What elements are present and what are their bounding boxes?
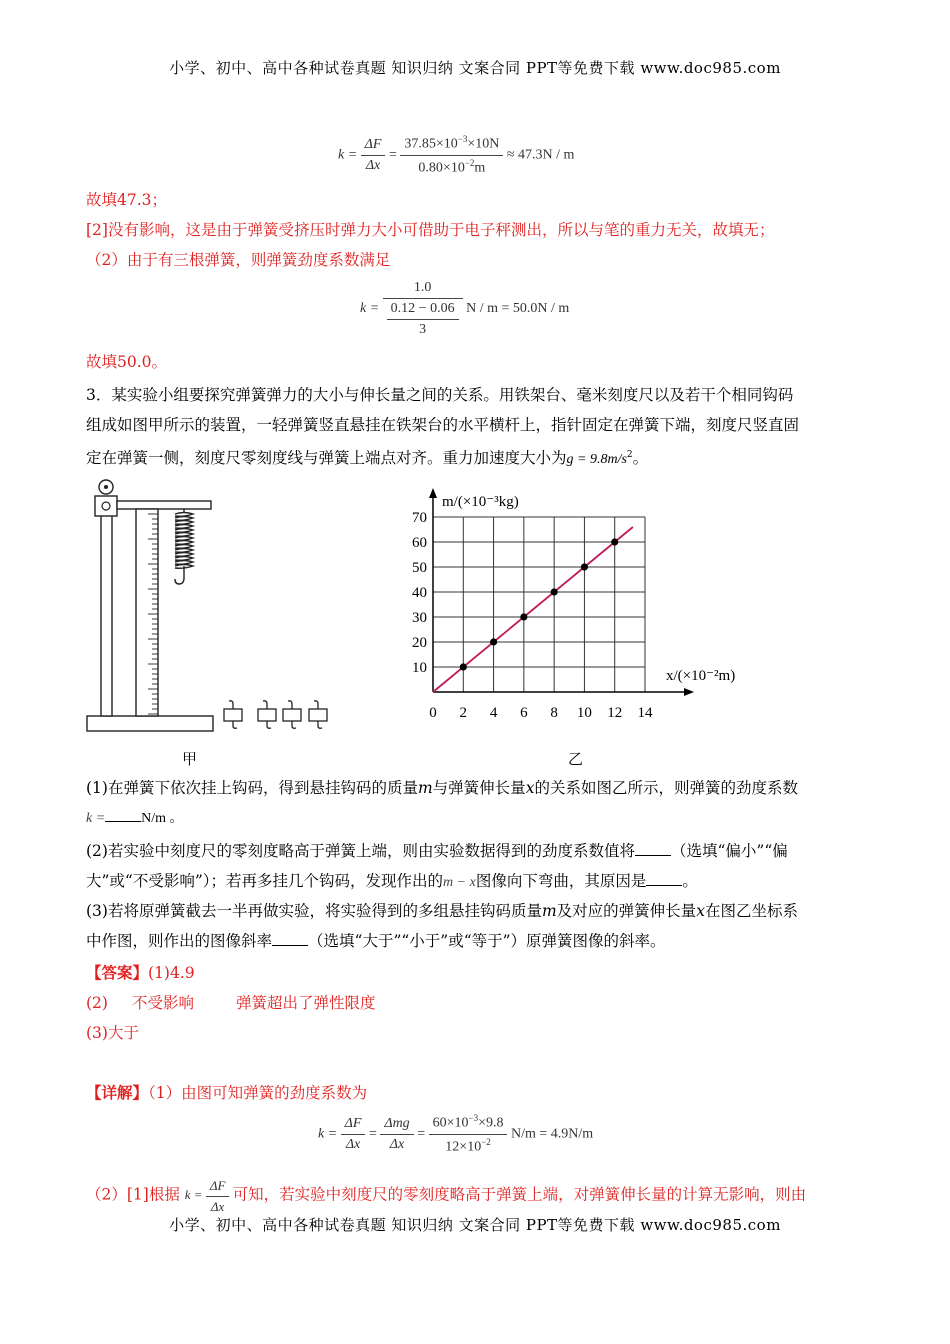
m-x-chart bbox=[400, 484, 760, 732]
x-tick-label: 14 bbox=[637, 705, 653, 721]
figure-label-jia: 甲 bbox=[182, 750, 198, 768]
data-point bbox=[611, 538, 618, 545]
blank-k[interactable] bbox=[105, 807, 141, 822]
y-tick-label: 40 bbox=[412, 585, 427, 601]
data-point bbox=[460, 663, 467, 670]
x-tick-label: 0 bbox=[429, 705, 437, 721]
x-axis-label: x/(×10⁻²m) bbox=[666, 668, 736, 684]
q3-sub3-line1: (3)若将原弹簧截去一半再做实验，将实验得到的多组悬挂钩码质量m及对应的弹簧伸长量x在图乙坐标系 bbox=[86, 902, 798, 920]
x-axis-arrow bbox=[684, 688, 694, 696]
blank-effect[interactable] bbox=[635, 841, 671, 856]
x-tick-label: 2 bbox=[459, 705, 468, 721]
y-tick-label: 20 bbox=[412, 635, 427, 651]
q3-sub3-line2: 中作图，则作出的图像斜率 （选填“大于”“小于”或“等于”）原弹簧图像的斜率。 bbox=[86, 932, 666, 950]
figure-label-yi: 乙 bbox=[568, 750, 584, 768]
q3-sub2-line1: (2)若实验中刻度尺的零刻度略高于弹簧上端，则由实验数据得到的劲度系数值将 （选填“偏小”“偏 bbox=[86, 842, 788, 860]
x-tick-label: 10 bbox=[576, 705, 592, 721]
y-tick-label: 60 bbox=[412, 535, 427, 551]
formula-k-47: k = $\frac{\Delta F}{\Delta x}$ = $\frac{37.85\times 10^{-3}\times 10N}{0.80\times 10^{-2}m}$ ≈ 47.3N / m bbox=[338, 134, 575, 176]
spring bbox=[175, 509, 193, 568]
formula-k-50: k = $\frac{1.0}{\frac{0.12 - 0.06}{3}}$ N / m = 50.0N / m bbox=[360, 280, 570, 337]
q3-sub2-line2: 大”或“不受影响”）；若再多挂几个钩码，发现作出的m − x图像向下弯曲，其原因是 。 bbox=[86, 872, 698, 890]
y-tick-label: 10 bbox=[412, 660, 427, 676]
question-2-text: （2）由于有三根弹簧，则弹簧劲度系数满足 bbox=[86, 251, 391, 269]
q3-sub1: (1)在弹簧下依次挂上钩码，得到悬挂钩码的质量m与弹簧伸长量x的关系如图乙所示，则弹簧的劲度系数 bbox=[86, 779, 798, 797]
y-tick-label: 30 bbox=[412, 610, 427, 626]
hook-weight bbox=[309, 701, 327, 728]
y-tick-label: 70 bbox=[412, 510, 427, 526]
answer-part2: [2]没有影响，这是由于弹簧受挤压时弹力大小可借助于电子秤测出，所以与笔的重力无关，故填无； bbox=[86, 221, 775, 239]
q3-line3: 定在弹簧一侧，刻度尺零刻度线与弹簧上端点对齐。重力加速度大小为$g = 9.8m/s^2$。 bbox=[86, 449, 649, 468]
hook-weight bbox=[224, 701, 242, 728]
answer-3: (3)大于 bbox=[86, 1024, 139, 1042]
fill-50: 故填50.0。 bbox=[86, 353, 168, 371]
answer-block: 【答案】(1)4.9 bbox=[86, 963, 195, 982]
q3-line1: 3．某实验小组要探究弹簧弹力的大小与伸长量之间的关系。用铁架台、毫米刻度尺以及若干个相同钩码 bbox=[86, 386, 794, 404]
data-point bbox=[551, 588, 558, 595]
q3-line2: 组成如图甲所示的装置，一轻弹簧竖直悬挂在铁架台的水平横杆上，指针固定在弹簧下端，刻度尺竖直固 bbox=[86, 416, 800, 434]
apparatus-figure bbox=[84, 478, 340, 736]
x-tick-label: 12 bbox=[607, 705, 623, 721]
data-point bbox=[520, 613, 527, 620]
page-header: 小学、初中、高中各种试卷真题 知识归纳 文案合同 PPT等免费下载 www.doc985.com bbox=[169, 59, 781, 77]
y-axis-label: m/(×10⁻³kg) bbox=[442, 494, 519, 510]
blank-reason[interactable] bbox=[646, 871, 682, 886]
hook-weight bbox=[283, 701, 301, 728]
answer-2: (2) 不受影响 弹簧超出了弹性限度 bbox=[86, 994, 376, 1012]
detail-heading: 【详解】（1）由图可知弹簧的劲度系数为 bbox=[86, 1083, 368, 1102]
data-point bbox=[581, 563, 588, 570]
y-axis-arrow bbox=[429, 488, 437, 498]
x-tick-label: 4 bbox=[489, 705, 498, 721]
data-point bbox=[490, 638, 497, 645]
page-footer: 小学、初中、高中各种试卷真题 知识归纳 文案合同 PPT等免费下载 www.doc985.com bbox=[169, 1216, 781, 1234]
blank-slope[interactable] bbox=[272, 931, 308, 946]
formula-k-4-9: k = $\frac{\Delta F}{\Delta x}$ = $\frac{\text{Δmg}}{\Delta x}$ = $\frac{60\times 10^{-3}\times 9.8}{12\times 10^{-2}}$ N/m = 4.9N/m bbox=[318, 1113, 594, 1155]
x-tick-label: 8 bbox=[550, 705, 558, 721]
q3-sub1-answer: k = N/m 。 bbox=[86, 807, 184, 830]
fill-47: 故填47.3； bbox=[86, 191, 168, 209]
x-tick-label: 6 bbox=[520, 705, 528, 721]
hook-weight bbox=[258, 701, 276, 728]
detail-part2: （2）[1]根据 k = $\frac{\Delta F}{\Delta x}$ 可知，若实验中刻度尺的零刻度略高于弹簧上端，对弹簧伸长量的计算无影响，则由 bbox=[86, 1178, 807, 1214]
y-tick-label: 50 bbox=[412, 560, 427, 576]
